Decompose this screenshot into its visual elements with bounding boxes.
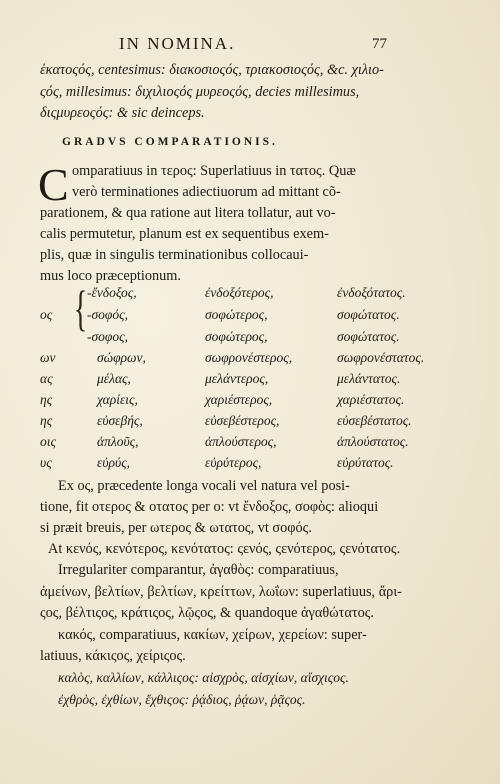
paragraph-line-6: mus loco præceptionum. — [40, 268, 181, 284]
closing-line-10: καλὸς, καλλίων, κάλλιςος: αἰσχρὸς, αἰσχίων, αἴσχιςος. — [58, 670, 349, 685]
closing-line-11: ἐχθρὸς, ἐχθίων, ἔχθιςος: ῥᾴδιος, ῥᾴων, ῥᾷςος. — [58, 692, 306, 707]
intro-line-3: διςμυρεοςός: & sic deinceps. — [40, 105, 205, 121]
table-cell-ending: οις — [40, 434, 56, 449]
table-cell-positive: χαρίεις, — [97, 392, 138, 407]
drop-cap: C — [38, 159, 69, 210]
table-cell-positive: εὐσεβής, — [97, 413, 143, 428]
table-cell-ending: ης — [40, 392, 53, 407]
table-cell-superlative: ἐνδοξότατος. — [337, 285, 406, 300]
table-cell-ending: υς — [40, 455, 52, 470]
closing-line-5: Irregulariter comparantur, ἀγαθὸς: comparatiuus, — [58, 562, 339, 578]
table-cell-comparative: εὐσεβέστερος, — [205, 413, 280, 428]
table-cell-ending: ων — [40, 350, 56, 365]
closing-line-1: Ex ος, præcedente longa vocali vel natura vel posi- — [58, 478, 350, 494]
table-cell-positive: σώφρων, — [97, 350, 146, 365]
closing-line-2: tione, fit οτερος & οτατος per ο: vt ἔνδοξος, σοφὸς: alioqui — [40, 499, 379, 515]
table-cell-ending: ης — [40, 413, 53, 428]
closing-line-7: ςος, βέλτιςος, κράτιςος, λῷςος, & quandoque ἀγαθώτατος. — [40, 605, 374, 621]
table-cell-comparative: εὐρύτερος, — [205, 455, 262, 470]
intro-line-2: ςός, millesimus: διχιλιοςός μυρεοςός, decies millesimus, — [40, 84, 360, 100]
table-cell-superlative: εὐρύτατος. — [337, 455, 394, 470]
table-cell-superlative: μελάντατος. — [337, 371, 401, 386]
closing-line-6: ἀμείνων, βελτίων, βελτίων, κρείττων, λωΐων: superlatiuus, ἄρι- — [40, 584, 402, 600]
table-cell-comparative: σοφώτερος, — [205, 307, 268, 322]
paragraph-line-1: omparatiuus in τερος: Superlatiuus in τατος. Quæ — [72, 163, 356, 179]
table-cell-superlative: χαριέστατος. — [337, 392, 405, 407]
table-cell-positive: μέλας, — [97, 371, 131, 386]
table-cell-ending: ας — [40, 371, 53, 386]
table-cell-superlative: σοφώτατος. — [337, 307, 400, 322]
table-cell-superlative: σωφρονέστατος. — [337, 350, 425, 365]
table-cell-positive: εὐρύς, — [97, 455, 131, 470]
table-cell-comparative: χαριέστερος, — [205, 392, 273, 407]
table-cell-positive: -ἔνδοξος, — [87, 285, 137, 300]
paragraph-line-5: plis, quæ in singulis terminationibus collocaui- — [40, 247, 309, 263]
table-cell-superlative: σοφώτατος. — [337, 329, 400, 344]
running-head: IN NOMINA. — [119, 34, 236, 53]
table-cell-comparative: σωφρονέστερος, — [205, 350, 293, 365]
table-cell-positive: -σοφός, — [87, 307, 128, 322]
brace-icon: { — [74, 280, 88, 336]
table-cell-positive: -σοφος, — [87, 329, 128, 344]
intro-line-1: ἑκατοςός, centesimus: διακοσιοςός, τριακοσιοςός, &c. χιλιο- — [40, 62, 384, 78]
table-cell-comparative: μελάντερος, — [205, 371, 269, 386]
closing-line-4: At κενός, κενότερος, κενότατος: ςενός, ςενότερος, ςενότατος. — [48, 541, 401, 557]
section-heading: GRADVS COMPARATIONIS. — [62, 136, 278, 148]
table-cell-superlative: ἁπλούστατος. — [337, 434, 409, 449]
table-cell-comparative: ἐνδοξότερος, — [205, 285, 274, 300]
table-cell-ending: ος — [40, 307, 53, 322]
page-number: 77 — [372, 36, 387, 52]
closing-line-3: si præit breuis, per ωτερος & ωτατος, vt σοφός. — [40, 520, 312, 536]
closing-line-8: κακός, comparatiuus, κακίων, χείρων, χερείων: super- — [58, 627, 367, 643]
table-cell-comparative: ἁπλούστερος, — [205, 434, 277, 449]
closing-line-9: latiuus, κάκιςος, χείριςος. — [40, 648, 186, 664]
paragraph-line-3: parationem, & qua ratione aut litera tollatur, aut vo- — [40, 205, 336, 221]
paragraph-line-4: calis permutetur, planum est ex sequentibus exem- — [40, 226, 329, 242]
table-cell-comparative: σοφώτερος, — [205, 329, 268, 344]
paragraph-line-2: verò terminationes adiectiuorum ad mittant cõ- — [72, 184, 341, 200]
table-cell-superlative: εὐσεβέστατος. — [337, 413, 412, 428]
table-cell-positive: ἁπλοῦς, — [97, 434, 139, 449]
